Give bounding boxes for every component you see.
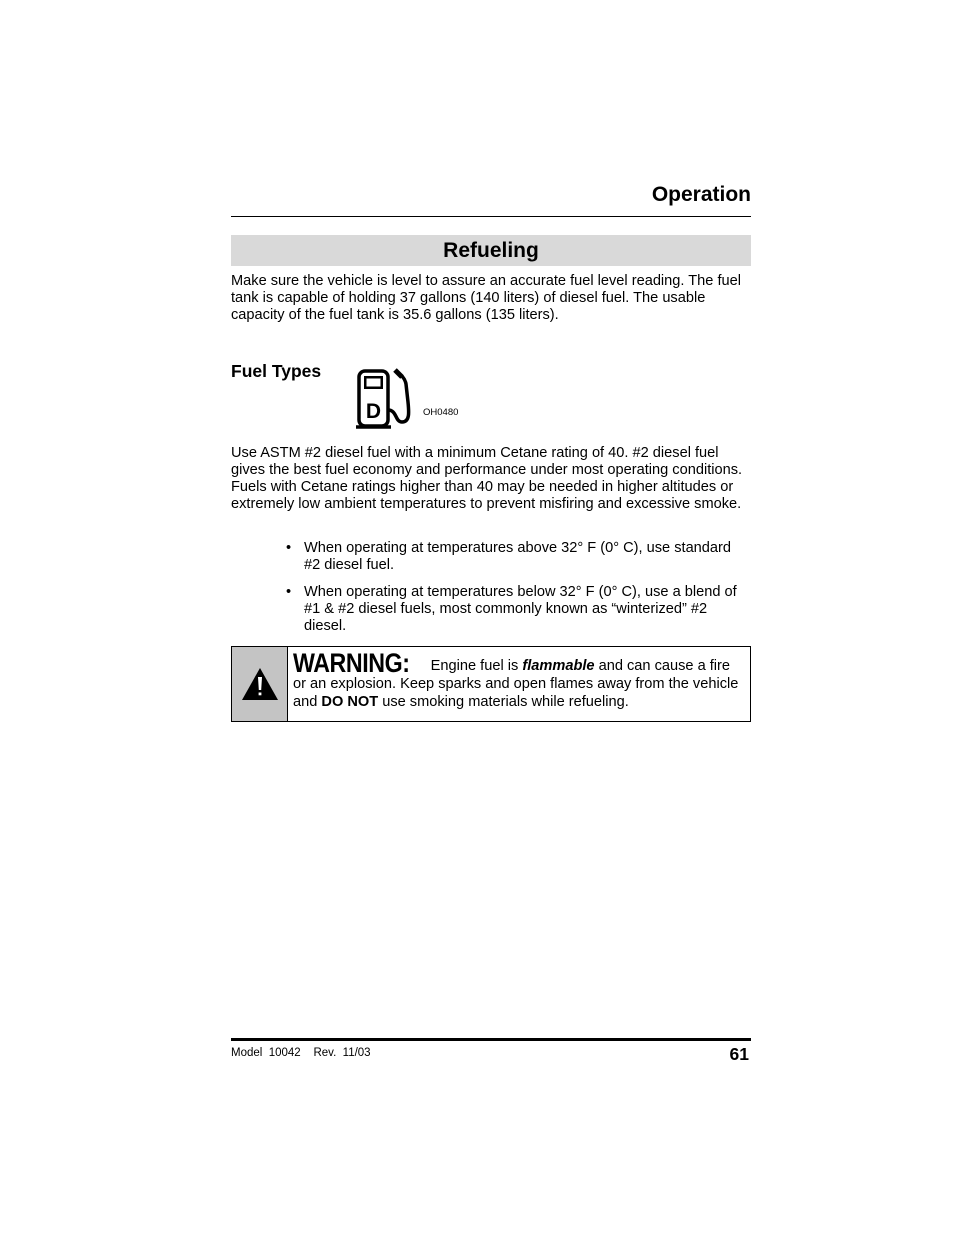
page-number: 61 xyxy=(729,1044,749,1064)
footer-rule xyxy=(231,1038,751,1041)
bullet-dot: • xyxy=(286,584,292,600)
list-item-text: When operating at temperatures above 32° F (0° C), use standard #2 diesel fuel. xyxy=(304,540,732,573)
warning-box xyxy=(231,646,751,722)
warning-sidebar xyxy=(232,647,288,721)
page-title: Refueling xyxy=(231,235,751,266)
warning-label: WARNING: xyxy=(293,648,410,678)
warning-text-middle: and can cause a fire or an explosion. Keep sparks and open flames away from the vehicle and xyxy=(293,658,739,710)
figure-code: OH0480 xyxy=(423,407,459,418)
intro-paragraph: Make sure the vehicle is level to assure an accurate fuel level reading. The fuel tank is capable of holding 37 gallons (140 liters) of diesel fuel. The usable capacity of the fuel tank is 35.6 gallons (135 liters). xyxy=(231,273,741,323)
diesel-letter: D xyxy=(365,400,382,423)
warning-text-before: Engine fuel is xyxy=(430,658,523,674)
fuel-types-paragraph: Use ASTM #2 diesel fuel with a minimum Cetane rating of 40. #2 diesel fuel gives the best fuel economy and performance under most operating conditions. Fuels with Cetane ratings higher than 40 may be needed in higher altitudes or extremely low ambient temperatures to prevent misfiring and excessive smoke. xyxy=(231,445,743,512)
warning-emphasis: flammable xyxy=(522,658,595,674)
warning-strong: DO NOT xyxy=(321,694,379,710)
fuel-types-heading: Fuel Types xyxy=(231,361,322,381)
diesel-fuel-pump-icon xyxy=(355,366,413,430)
warning-text-after: use smoking materials while refueling. xyxy=(378,694,629,710)
list-item-text: When operating at temperatures below 32° F (0° C), use a blend of #1 & #2 diesel fuels, most commonly known as “winterized” #2 diesel. xyxy=(304,584,737,634)
bullet-list xyxy=(286,540,751,645)
section-header: Operation xyxy=(651,183,751,206)
footer-model: Model 10042 Rev. 11/03 xyxy=(231,1047,371,1059)
list-item xyxy=(286,540,751,574)
warning-message xyxy=(288,647,750,721)
list-item xyxy=(286,584,751,635)
warning-triangle-icon xyxy=(240,666,280,702)
header-rule xyxy=(231,216,751,217)
bullet-dot: • xyxy=(286,540,292,556)
